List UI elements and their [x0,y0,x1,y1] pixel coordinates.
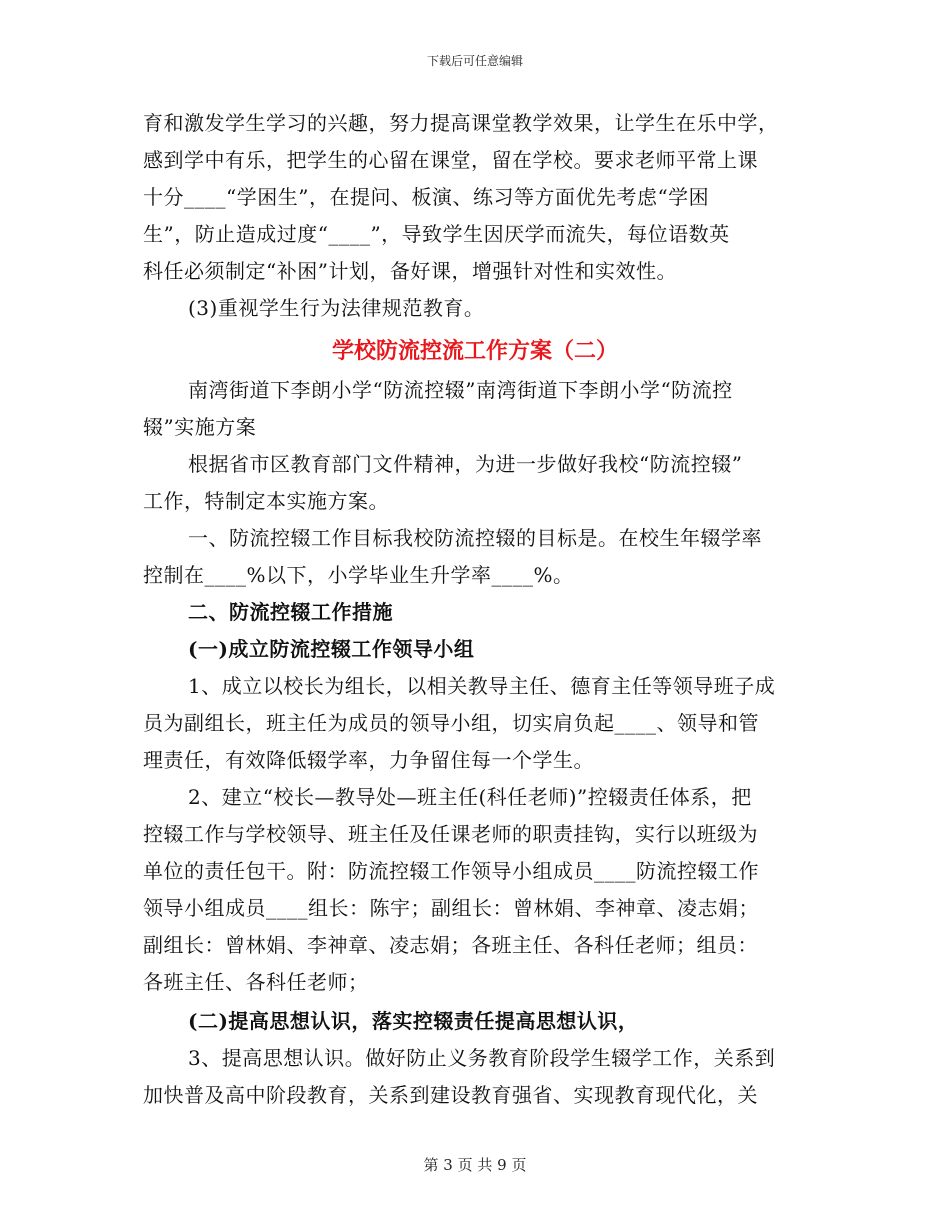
subsection-heading: (二)提高思想认识，落实控辍责任提高思想认识， [188,1009,639,1033]
text-line: 员为副组长，班主任为成员的领导小组，切实肩负起____、领导和管 [143,711,759,735]
text-line: 生”，防止造成过度“____”，导致学生因厌学而流失，每位语数英 [143,222,730,246]
text-line: 2、建立“校长—教导处—班主任(科任老师)”控辍责任体系，把 [188,785,752,809]
text-line: 领导小组成员____组长：陈宇；副组长：曾林娟、李神章、凌志娟； [143,896,759,920]
text-line: 根据省市区教育部门文件精神，为进一步做好我校“防流控辍” [188,452,743,476]
text-line: 辍”实施方案 [143,415,257,439]
text-line: 理责任，有效降低辍学率，力争留住每一个学生。 [143,748,594,772]
text-line: 控制在____%以下，小学毕业生升学率____%。 [143,563,574,587]
text-line: 科任必须制定“补困”计划，备好课，增强针对性和实效性。 [143,259,677,283]
text-line: (3)重视学生行为法律规范教育。 [188,296,485,320]
text-line: 育和激发学生学习的兴趣，努力提高课堂教学效果，让学生在乐中学， [143,111,779,135]
text-line: 单位的责任包干。附：防流控辍工作领导小组成员____防流控辍工作 [143,859,759,883]
text-line: 3、提高思想认识。做好防止义务教育阶段学生辍学工作，关系到 [188,1046,776,1070]
page-footer: 第 3 页 共 9 页 [423,1156,527,1174]
text-line: 南湾街道下李朗小学“防流控辍”南湾街道下李朗小学“防流控 [188,378,733,402]
section-heading: 二、防流控辍工作措施 [188,600,393,624]
text-line: 控辍工作与学校领导、班主任及任课老师的职责挂钩，实行以班级为 [143,822,758,846]
text-line: 副组长：曾林娟、李神章、凌志娟；各班主任、各科任老师；组员： [143,933,758,957]
text-line: 1、成立以校长为组长，以相关教导主任、德育主任等领导班子成 [188,674,776,698]
text-line: 加快普及高中阶段教育，关系到建设教育强省、实现教育现代化，关 [143,1083,758,1107]
text-line: 工作，特制定本实施方案。 [143,489,389,513]
page-header: 下载后可任意编辑 [426,54,523,68]
text-line: 感到学中有乐，把学生的心留在课堂，留在学校。要求老师平常上课 [143,148,758,172]
subsection-heading: (一)成立防流控辍工作领导小组 [188,637,475,661]
text-line: 十分____“学困生”，在提问、板演、练习等方面优先考虑“学困 [143,185,710,209]
section-title: 学校防流控流工作方案（二） [331,338,618,364]
text-line: 各班主任、各科任老师； [143,970,369,994]
text-line: 一、防流控辍工作目标我校防流控辍的目标是。在校生年辍学率 [188,526,762,550]
